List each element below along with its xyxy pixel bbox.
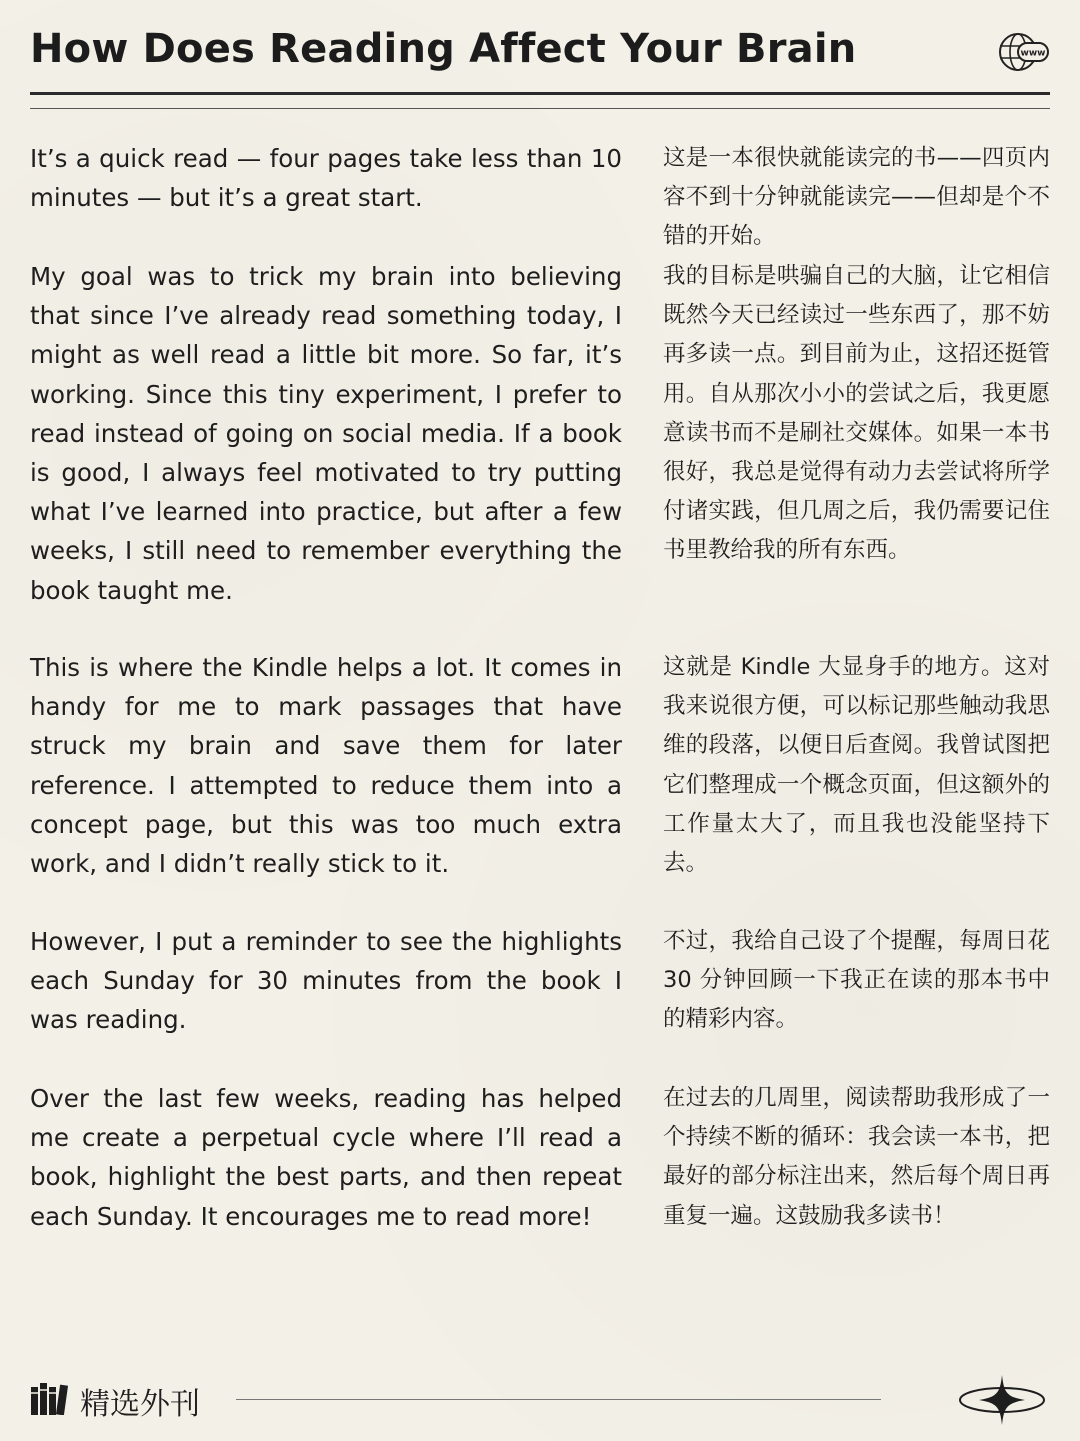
footer-divider (236, 1399, 881, 1400)
books-icon (30, 1381, 68, 1415)
four-point-star-icon (955, 1375, 1050, 1425)
svg-text:www: www (1020, 48, 1046, 59)
paragraph-en-5: Over the last few weeks, reading has helped me create a perpetual cycle where I’ll read a book, highlight the best parts, and then repeat each Sunday. It encourages me to read more! (30, 1084, 622, 1231)
header-divider-thin (30, 108, 1050, 109)
paragraph-en-1: It’s a quick read — four pages take less than 10 minutes — but it’s a great start. (30, 144, 622, 213)
header-divider-thick (30, 92, 1050, 95)
paragraph-en-4: However, I put a reminder to see the highlights each Sunday for 30 minutes from the book I was reading. (30, 927, 622, 1035)
paragraph-en-3: This is where the Kindle helps a lot. It comes in handy for me to mark passages that have struck my brain and save them for later reference. I attempted to reduce them into a concept page, but this was too much extra work, and I didn’t really stick to it. (30, 653, 622, 879)
footer (30, 1375, 1050, 1425)
paragraph-zh-1: 这是一本很快就能读完的书——四页内容不到十分钟就能读完——但却是个不错的开始。 (663, 145, 1050, 250)
globe-www-icon (996, 32, 1050, 72)
page-title: How Does Reading Affect Your Brain (30, 26, 857, 72)
brand-name: 精选外刊 (80, 1387, 200, 1422)
paragraph-zh-4: 不过，我给自己设了个提醒，每周日花 30 分钟回顾一下我正在读的那本书中的精彩内容。 (663, 928, 1050, 1033)
paragraph-zh-5: 在过去的几周里，阅读帮助我形成了一个持续不断的循环：我会读一本书，把最好的部分标注出来，然后每个周日再重复一遍。这鼓励我多读书！ (663, 1085, 1050, 1229)
paragraph-zh-3: 这就是 Kindle 大显身手的地方。这对我来说很方便，可以标记那些触动我思维的段落，以便日后查阅。我曾试图把它们整理成一个概念页面，但这额外的工作量太大了，而且我也没能坚持下去。 (663, 654, 1050, 877)
paragraph-en-2: My goal was to trick my brain into believing that since I’ve already read something today, I might as well read a little bit more. So far, it’s working. Since this tiny experiment, I prefer to read instead of going on social media. If a book is good, I always feel motivated to try putting what I’ve learned into practice, but after a few weeks, I still need to remember everything the book taught me. (30, 262, 622, 605)
header (30, 22, 1050, 82)
paragraph-zh-2: 我的目标是哄骗自己的大脑，让它相信既然今天已经读过一些东西了，那不妨再多读一点。到目前为止，这招还挺管用。自从那次小小的尝试之后，我更愿意读书而不是刷社交媒体。如果一本书很好，我总是觉得有动力去尝试将所学付诸实践，但几周之后，我仍需要记住书里教给我的所有东西。 (663, 263, 1050, 564)
